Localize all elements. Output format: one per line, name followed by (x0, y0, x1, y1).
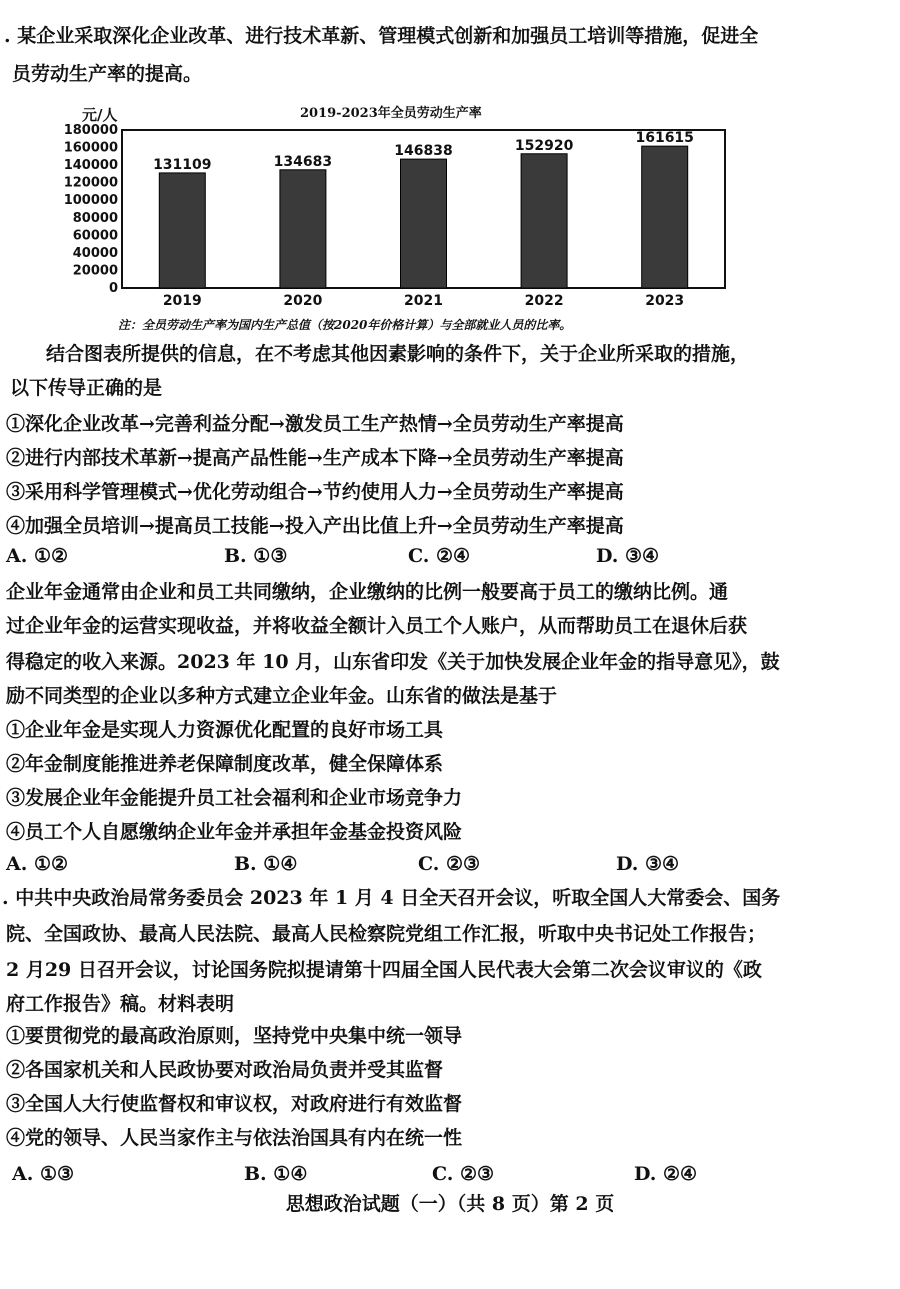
q2-item-2: ②年金制度能推进养老保障制度改革，健全保障体系 (6, 753, 444, 775)
x-tick-label: 2022 (524, 293, 564, 309)
y-tick-label: 20000 (72, 263, 118, 279)
y-tick-label: 180000 (63, 123, 118, 138)
bar-2021 (401, 159, 447, 288)
q3-option-c[interactable]: C. ②③ (432, 1163, 495, 1185)
q1-item-2: ②进行内部技术革新→提高产品性能→生产成本下降→全员劳动生产率提高 (6, 447, 624, 469)
q1-options (0, 542, 880, 570)
chart-note: 注：全员劳动生产率为国内生产总值（按2020年价格计算）与全部就业人员的比率。 (118, 318, 572, 332)
q1-stem-line-2: 以下传导正确的是 (10, 377, 163, 399)
q2-option-b[interactable]: B. ①④ (234, 853, 298, 875)
q1-item-3: ③采用科学管理模式→优化劳动组合→节约使用人力→全员劳动生产率提高 (6, 481, 624, 503)
y-tick-label: 80000 (72, 210, 118, 226)
q1-option-b[interactable]: B. ①③ (224, 545, 288, 567)
bar-value-label: 146838 (394, 143, 453, 160)
y-tick-label: 140000 (63, 158, 118, 174)
q2-stem-line-2: 过企业年金的运营实现收益，并将收益全额计入员工个人账户，从而帮助员工在退休后获 (6, 615, 748, 637)
chart-y-unit: 元/人 (82, 106, 118, 124)
y-tick-label: 0 (108, 281, 118, 296)
x-tick-label: 2021 (404, 293, 443, 309)
y-tick-label: 60000 (72, 228, 118, 244)
bars (153, 130, 694, 288)
q3-stem-line-2: 院、全国政协、最高人民法院、最高人民检察院党组工作汇报，听取中央书记处工作报告； (6, 923, 767, 945)
question-intro-line-1: . 某企业采取深化企业改革、进行技术革新、管理模式创新和加强员工培训等措施，促进全 (4, 25, 759, 47)
bar-value-label: 131109 (153, 156, 212, 173)
y-tick-label: 40000 (72, 245, 118, 261)
y-tick-label: 100000 (63, 193, 118, 209)
x-tick-label: 2019 (162, 293, 202, 309)
q2-option-d[interactable]: D. ③④ (616, 853, 680, 875)
x-tick-label: 2023 (645, 293, 685, 309)
bar-chart (0, 0, 900, 320)
q2-item-4: ④员工个人自愿缴纳企业年金并承担年金基金投资风险 (6, 821, 463, 843)
bar-value-label: 152920 (514, 137, 574, 154)
q2-option-c[interactable]: C. ②③ (418, 853, 481, 875)
q2-options (0, 850, 880, 878)
page-footer: 思想政治试题（一）（共 8 页）第 2 页 (285, 1193, 615, 1215)
q3-item-3: ③全国人大行使监督权和审议权，对政府进行有效监督 (6, 1093, 463, 1115)
q3-option-d[interactable]: D. ②④ (634, 1163, 698, 1185)
bar-value-label: 134683 (273, 153, 333, 170)
q3-item-1: ①要贯彻党的最高政治原则，坚持党中央集中统一领导 (6, 1025, 463, 1047)
q2-option-a[interactable]: A. ①② (6, 853, 69, 875)
y-tick-label: 120000 (63, 175, 118, 191)
q3-options (0, 1160, 880, 1188)
bar-value-label: 161615 (635, 130, 694, 147)
bar-2022 (521, 154, 567, 288)
q1-item-4: ④加强全员培训→提高员工技能→投入产出比值上升→全员劳动生产率提高 (6, 515, 624, 537)
y-tick-label: 160000 (63, 140, 118, 156)
q1-stem-line-1: 结合图表所提供的信息，在不考虑其他因素影响的条件下，关于企业所采取的措施， (46, 343, 750, 365)
bar-2023 (642, 146, 688, 288)
q2-item-3: ③发展企业年金能提升员工社会福利和企业市场竞争力 (6, 787, 463, 809)
bar-2020 (280, 170, 326, 288)
q3-stem-line-1: . 中共中央政治局常务委员会 2023 年 1 月 4 日全天召开会议，听取全国人大常委会、国务 (2, 887, 781, 909)
y-axis (64, 123, 118, 296)
q1-option-a[interactable]: A. ①② (6, 545, 69, 567)
q3-stem-line-3: 2 月29 日召开会议，讨论国务院拟提请第十四届全国人民代表大会第二次会议审议的《政 (6, 959, 762, 981)
q1-item-1: ①深化企业改革→完善利益分配→激发员工生产热情→全员劳动生产率提高 (6, 413, 624, 435)
chart-title: 2019-2023年全员劳动生产率 (300, 106, 482, 121)
q1-option-d[interactable]: D. ③④ (596, 545, 660, 567)
q2-stem-line-1: 企业年金通常由企业和员工共同缴纳，企业缴纳的比例一般要高于员工的缴纳比例。通 (6, 581, 729, 603)
question-intro-line-2: 员劳动生产率的提高。 (12, 63, 203, 85)
x-tick-label: 2020 (283, 293, 323, 309)
x-axis (163, 293, 684, 309)
q1-option-c[interactable]: C. ②④ (408, 545, 471, 567)
bar-2019 (159, 173, 205, 288)
q2-stem-line-3: 得稳定的收入来源。2023 年 10 月，山东省印发《关于加快发展企业年金的指导意见》，鼓 (6, 651, 780, 673)
q3-item-4: ④党的领导、人民当家作主与依法治国具有内在统一性 (6, 1127, 463, 1149)
q2-item-1: ①企业年金是实现人力资源优化配置的良好市场工具 (6, 719, 444, 741)
q3-option-b[interactable]: B. ①④ (244, 1163, 308, 1185)
q3-option-a[interactable]: A. ①③ (12, 1163, 75, 1185)
q3-item-2: ②各国家机关和人民政协要对政治局负责并受其监督 (6, 1059, 444, 1081)
q2-stem-line-4: 励不同类型的企业以多种方式建立企业年金。山东省的做法是基于 (6, 685, 558, 707)
q3-stem-line-4: 府工作报告》稿。材料表明 (6, 993, 235, 1015)
